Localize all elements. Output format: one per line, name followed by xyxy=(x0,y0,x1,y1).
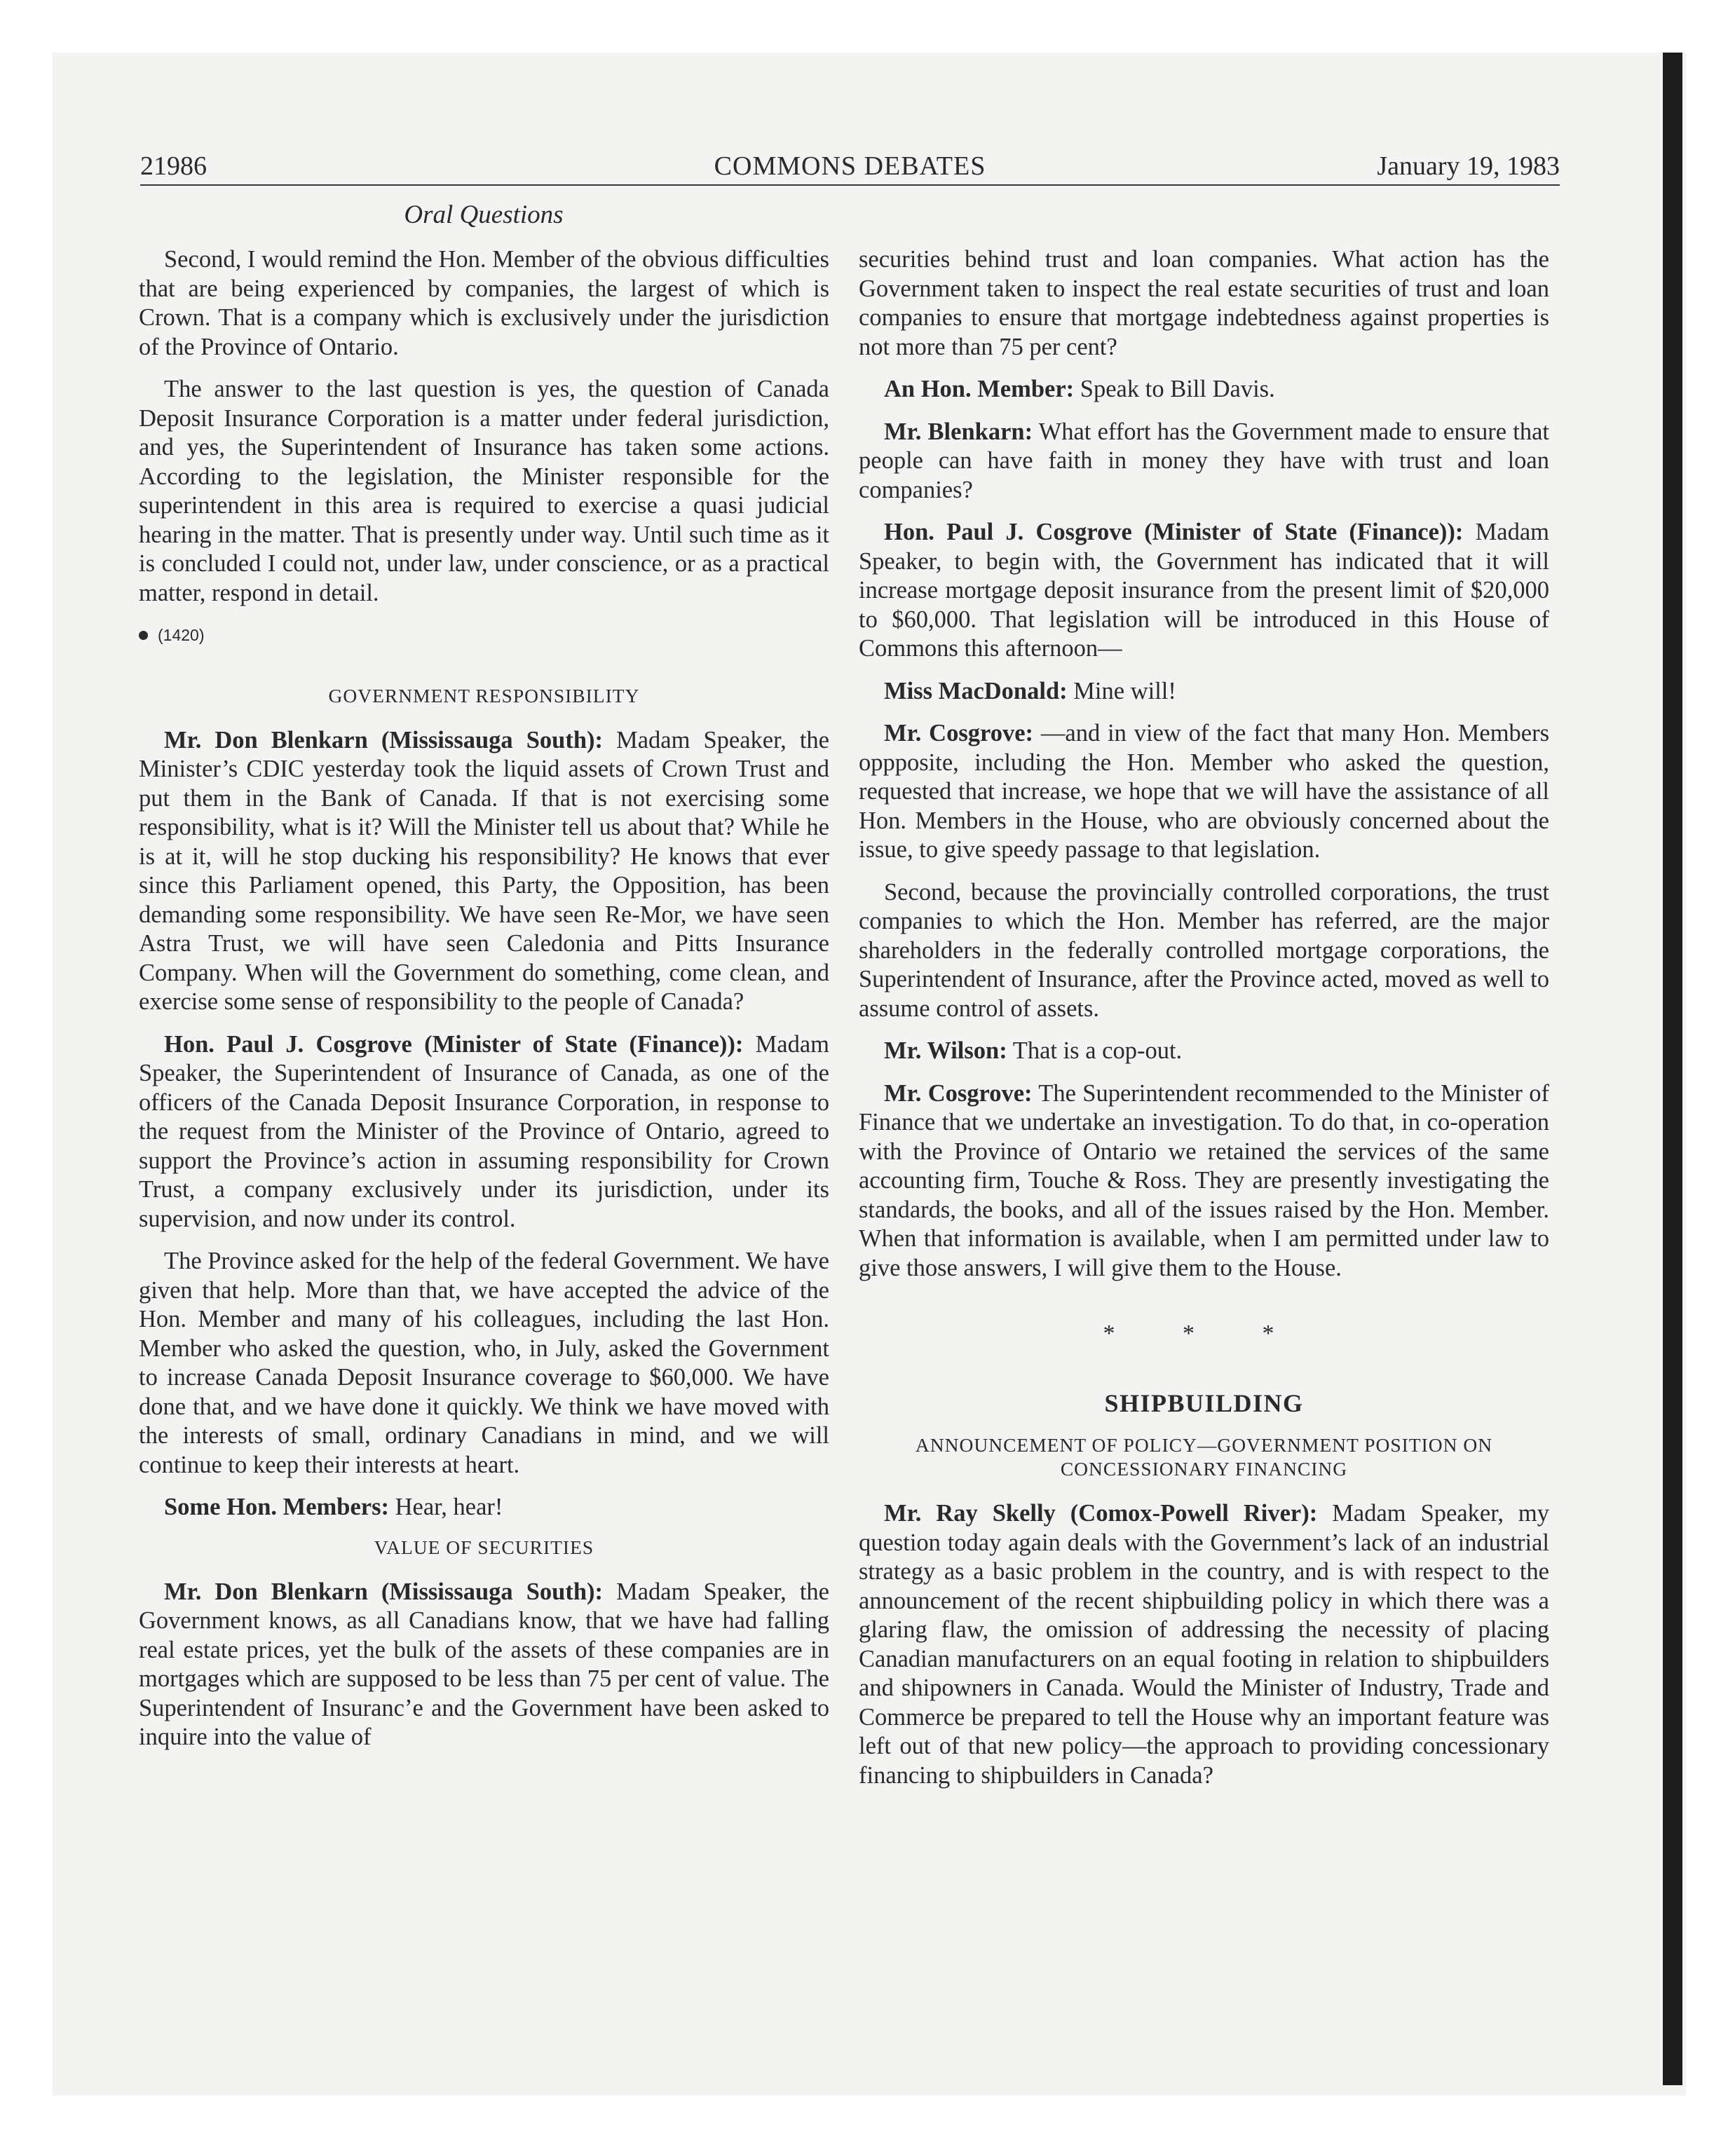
speaker-name: Mr. Ray Skelly (Comox-Powell River): xyxy=(884,1500,1318,1527)
speech-paragraph xyxy=(859,1037,1549,1066)
left-column xyxy=(139,245,829,1766)
bullet-icon xyxy=(139,631,148,640)
speech-paragraph xyxy=(139,1030,829,1234)
time-marker-label: (1420) xyxy=(158,626,205,644)
page-date: January 19, 1983 xyxy=(1377,151,1560,181)
speech-text: Madam Speaker, the Minister’s CDIC yesterday took the liquid assets of Crown Trust and put them in the Bank of Canada. If that is not exercising some responsibility, what is it? Will the Minister tell us about that? While he is at it, will he stop ducking his responsibility? He knows that ever since this Parliament opened, this Party, the Opposition, has been demanding some responsibility. We have seen Re-Mor, we have seen Astra Trust, we will have seen Caledonia and Pitts Insurance Company. When will the Government do something, come clean, and exercise some sense of responsibility to the people of Canada? xyxy=(139,726,829,1015)
speech-paragraph xyxy=(139,726,829,1017)
scan-edge-shadow xyxy=(1663,53,1682,2085)
speaker-name: Mr. Wilson: xyxy=(884,1037,1007,1064)
speech-text: Madam Speaker, the Superintendent of Insurance of Canada, as one of the officers of the Canada Deposit Insurance Corporation, in response to the request from the Minister of the Province of Ontario, agreed to support the Province’s action in assuming responsibility for Crown Trust, a company exclusively under its jurisdiction, under its supervision, and now under its control. xyxy=(139,1030,829,1232)
speech-paragraph xyxy=(859,719,1549,865)
speech-paragraph xyxy=(859,1079,1549,1283)
speaker-name: Miss MacDonald: xyxy=(884,677,1068,704)
speaker-name: Some Hon. Members: xyxy=(164,1494,389,1520)
speech-text: Madam Speaker, my question today again deals with the Government’s lack of an industrial strategy as a basic problem in the country, and is with respect to the announcement of the recent shipbuilding policy in which there was a glaring flaw, the omission of addressing the necessity of placing Canadian manufacturers on an equal footing in relation to shipbuilders and shipowners in Canada. Would the Minister of Industry, Trade and Commerce be prepared to tell the House why an important feature was left out of that new policy—the approach to providing concessionary financing to shipbuilders in Canada? xyxy=(859,1500,1550,1789)
speaker-name: Hon. Paul J. Cosgrove (Minister of State (Finance)): xyxy=(164,1030,744,1058)
paragraph: The Province asked for the help of the federal Government. We have given that help. More than that, we have accepted the advice of the Hon. Member and many of his colleagues, including the last Hon. Member who asked the question, who, in July, asked the Government to increase Canada Deposit Insurance coverage to $60,000. We have done that, and we have done it quickly. We think we have moved with the interests of small, ordinary Canadians in mind, and we will continue to keep their interests at heart. xyxy=(139,1248,829,1478)
speech-text: Madam Speaker, the Government knows, as all Canadians know, that we have had falling real estate prices, yet the bulk of the assets of these companies are in mortgages which are supposed to be less than 75 per cent of value. The Superintendent of Insuranc’e and the Government have been asked to inquire into the value of xyxy=(139,1578,829,1750)
section-heading: ANNOUNCEMENT OF POLICY—GOVERNMENT POSITION ON CONCESSIONARY FINANCING xyxy=(915,1434,1493,1480)
time-marker xyxy=(139,621,829,650)
section-heading: VALUE OF SECURITIES xyxy=(374,1536,594,1558)
publication-title: COMMONS DEBATES xyxy=(714,151,986,181)
paragraph: securities behind trust and loan companies. What action has the Government taken to inspect the real estate securities of trust and loan companies to ensure that mortgage indebtedness against properties is not more than 75 per cent? xyxy=(859,246,1549,360)
speaker-name: An Hon. Member: xyxy=(884,376,1075,402)
speech-paragraph xyxy=(859,1499,1549,1790)
paragraph: Second, I would remind the Hon. Member of the obvious difficulties that are being experienced by companies, the largest of which is Crown. That is a company which is exclusively under the jurisdiction of the Province of Ontario. xyxy=(139,246,829,360)
page-header xyxy=(140,151,1560,186)
speech-text: —and in view of the fact that many Hon. Members oppposite, including the Hon. Member who asked the question, requested that increase, we hope that we will have the assistance of all Hon. Members in the House, who are obviously concerned about the issue, to give speedy passage to that legislation. xyxy=(859,720,1550,863)
speaker-name: Mr. Cosgrove: xyxy=(884,720,1034,746)
section-separator: * * * xyxy=(1103,1321,1305,1346)
speaker-name: Mr. Blenkarn: xyxy=(884,418,1033,445)
speech-paragraph xyxy=(859,518,1549,664)
speech-paragraph xyxy=(859,375,1549,404)
section-heading: GOVERNMENT RESPONSIBILITY xyxy=(328,684,640,707)
speech-text: The Superintendent recommended to the Minister of Finance that we undertake an investigation. To do that, in co-operation with the Province of Ontario we retained the services of the same accounting firm, Touche & Ross. They are presently investigating the standards, the books, and all of the issues raised by the Hon. Member. When that information is available, when I am permitted under law to give those answers, I will give them to the House. xyxy=(859,1079,1549,1281)
speech-text: Speak to Bill Davis. xyxy=(1080,376,1275,402)
speech-paragraph xyxy=(859,418,1549,505)
speaker-name: Mr. Cosgrove: xyxy=(884,1079,1033,1107)
speech-text: Mine will! xyxy=(1073,677,1176,704)
speech-text: Hear, hear! xyxy=(395,1494,503,1520)
header-rule xyxy=(140,184,1560,186)
paragraph: The answer to the last question is yes, the question of Canada Deposit Insurance Corporation is a matter under federal jurisdiction, and yes, the Superintendent of Insurance has taken some actions. According to the legislation, the Minister responsible for the superintendent in this area is required to exercise a quasi judicial hearing in the matter. That is presently under way. Until such time as it is concluded I could not, under law, under conscience, or as a practical matter, respond in detail. xyxy=(139,376,829,606)
topic-heading: SHIPBUILDING xyxy=(1104,1389,1304,1417)
speaker-name: Hon. Paul J. Cosgrove (Minister of State (Finance)): xyxy=(884,519,1464,545)
right-column xyxy=(859,245,1549,1803)
speech-text: That is a cop-out. xyxy=(1012,1037,1183,1064)
running-head: Oral Questions xyxy=(404,200,564,229)
paragraph: Second, because the provincially controlled corporations, the trust companies to which the Hon. Member has referred, are the major shareholders in the federally controlled mortgage corporations, the Superintendent of Insurance, after the Province acted, moved as well to assume control of assets. xyxy=(859,878,1549,1022)
speaker-name: Mr. Don Blenkarn (Mississauga South): xyxy=(164,726,603,753)
page-number: 21986 xyxy=(140,151,207,181)
speech-text: Madam Speaker, to begin with, the Government has indicated that it will increase mortgage deposit insurance from the present limit of $20,000 to $60,000. That legislation will be introduced in this House of Commons this afternoon— xyxy=(859,519,1549,662)
speech-paragraph xyxy=(139,1493,829,1522)
speech-paragraph xyxy=(139,1578,829,1752)
speech-text: What effort has the Government made to ensure that people can have faith in money they have with trust and loan companies? xyxy=(859,418,1549,503)
speech-paragraph xyxy=(859,677,1549,707)
speaker-name: Mr. Don Blenkarn (Mississauga South): xyxy=(164,1578,603,1605)
